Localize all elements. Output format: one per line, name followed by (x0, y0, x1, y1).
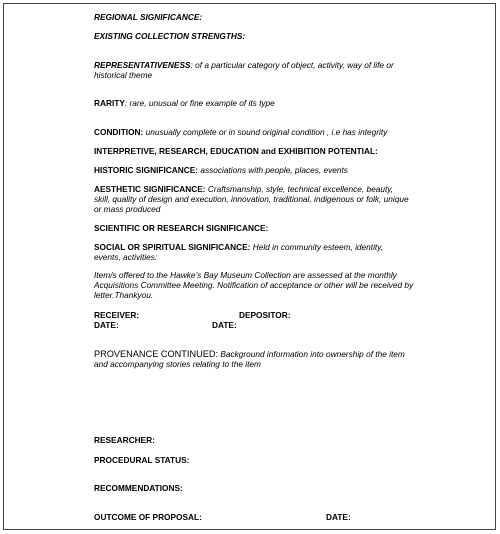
depositor-label: DEPOSITOR: (239, 310, 291, 320)
procedural-status-label: PROCEDURAL STATUS: (94, 455, 190, 465)
recommendations-label: RECOMMENDATIONS: (94, 483, 183, 493)
social-text: Held in community esteem, identity, events, activities: (94, 242, 384, 263)
provenance-label: PROVENANCE CONTINUED: (94, 349, 219, 359)
condition-text: unusually complete or in sound original condition , i.e has integrity (143, 127, 388, 137)
historic-text: associations with people, places, events (198, 165, 348, 175)
regional-heading: REGIONAL SIGNIFICANCE: (94, 12, 203, 22)
receiver-label: RECEIVER: (94, 310, 140, 320)
page-border (3, 3, 496, 530)
provenance-section (94, 349, 414, 369)
aesthetic-label: AESTHETIC SIGNIFICANCE: (94, 184, 206, 194)
rarity-label: RARITY (94, 98, 125, 108)
historic-section (94, 165, 414, 175)
provenance-text: Background information into ownership of the item and accompanying stories relating to the item (94, 349, 405, 370)
acquisition-notice: Item/s offered to the Hawke’s Bay Museum Collection are assessed at the monthly Acquisitions Committee Meeting. Notification of acceptance or other will be received by letter.Thankyou. (94, 270, 414, 301)
condition-section (94, 127, 424, 137)
receiver-date-label: DATE: (94, 320, 119, 330)
depositor-date-label: DATE: (212, 320, 237, 330)
representativeness-section (94, 60, 409, 80)
rarity-text: : rare, unusual or fine example of its type (124, 98, 275, 108)
researcher-label: RESEARCHER: (94, 435, 155, 445)
aesthetic-text: Craftsmanship, style, technical excellence, beauty, skill, quality of design and execution, innovation, traditional, indigenous or folk, unique or mass produced (94, 184, 409, 215)
outcome-label: OUTCOME OF PROPOSAL: (94, 512, 202, 522)
representativeness-label: REPRESENTATIVENESS (94, 60, 191, 70)
historic-label: HISTORIC SIGNIFICANCE: (94, 165, 199, 175)
aesthetic-section (94, 184, 409, 215)
rarity-section (94, 98, 414, 108)
existing-heading: EXISTING COLLECTION STRENGTHS: (94, 31, 246, 41)
social-label: SOCIAL OR SPIRITUAL SIGNIFICANCE: (94, 242, 251, 252)
condition-label: CONDITION: (94, 127, 144, 137)
scientific-heading: SCIENTIFIC OR RESEARCH SIGNIFICANCE: (94, 223, 269, 233)
outcome-date-label: DATE: (326, 512, 351, 522)
representativeness-text: : of a particular category of object, activity, way of life or historical theme (94, 60, 394, 81)
social-section (94, 242, 409, 262)
interpretive-heading: INTERPRETIVE, RESEARCH, EDUCATION and EXHIBITION POTENTIAL: (94, 146, 378, 156)
